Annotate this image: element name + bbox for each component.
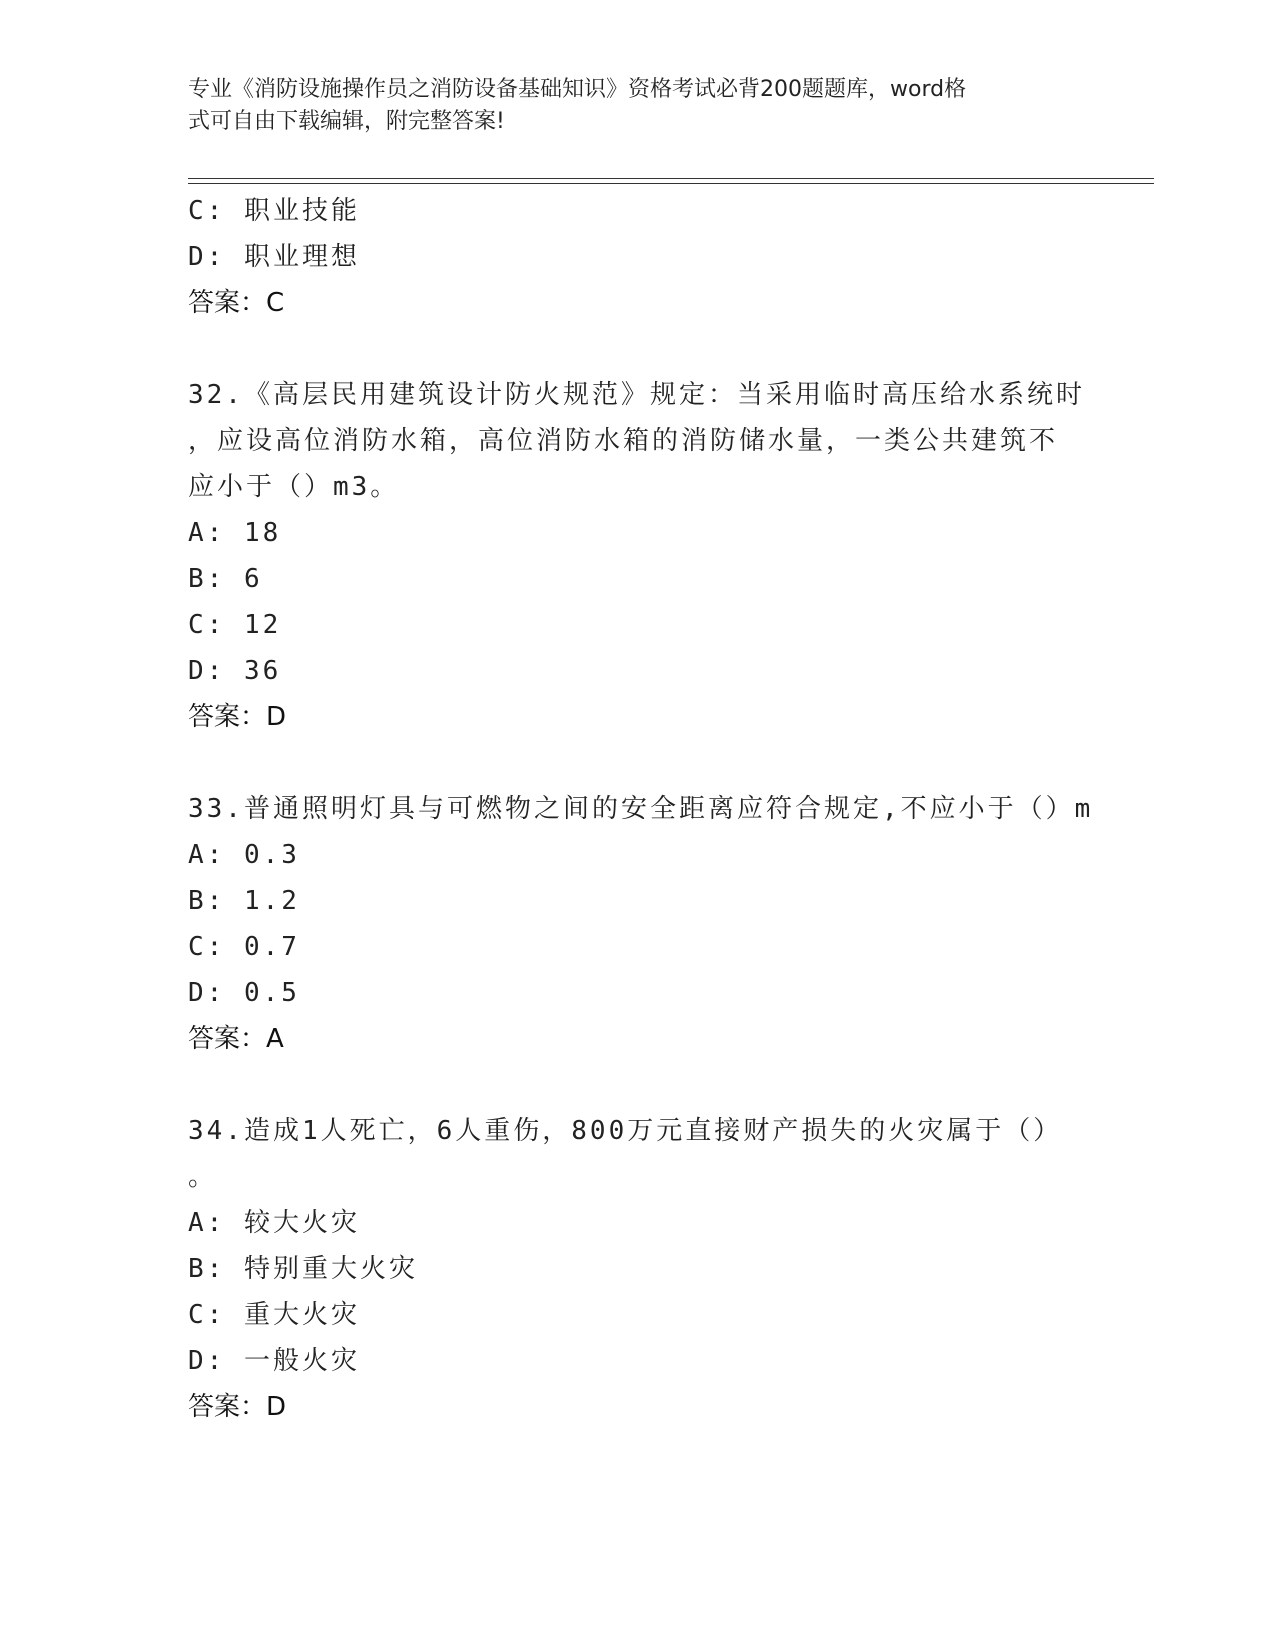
option-b: B: 1.2 [188,886,300,916]
question-list [188,188,1094,1430]
answer: 答案：D [188,702,287,732]
header-line-1: 专业《消防设施操作员之消防设备基础知识》资格考试必背200题题库，word格 [188,77,967,102]
spacer [188,326,1088,372]
question-text-line: 33.普通照明灯具与可燃物之间的安全距离应符合规定,不应小于（）m [188,794,1094,824]
option-a: A: 较大火灾 [188,1208,360,1238]
question-33 [188,786,1094,1062]
question-text-line: 。 [188,1162,218,1192]
option-b: B: 6 [188,564,263,594]
question-text-line: ，应设高位消防水箱，高位消防水箱的消防储水量，一类公共建筑不 [188,426,1059,456]
answer: 答案：C [188,288,285,318]
question-32 [188,372,1088,740]
option-b: B: 特别重大火灾 [188,1254,418,1284]
header-line-2: 式可自由下载编辑，附完整答案! [188,109,505,134]
header-divider-top [188,178,1154,179]
header-divider-bottom [188,183,1154,184]
option-a: A: 18 [188,518,282,548]
option-d: D: 职业理想 [188,242,360,272]
option-d: D: 一般火灾 [188,1346,360,1376]
answer: 答案：D [188,1392,287,1422]
option-d: D: 0.5 [188,978,300,1008]
question-31 [188,188,1088,326]
spacer [188,1062,1088,1108]
option-c: C: 0.7 [188,932,300,962]
question-text-line: 34.造成1人死亡，6人重伤，800万元直接财产损失的火灾属于（） [188,1116,1063,1146]
answer: 答案：A [188,1024,284,1054]
spacer [188,740,1088,786]
question-text-line: 32.《高层民用建筑设计防火规范》规定：当采用临时高压给水系统时 [188,380,1085,410]
page-header [188,74,1068,138]
question-text-line: 应小于（）m3。 [188,472,400,502]
option-c: C: 职业技能 [188,196,360,226]
option-a: A: 0.3 [188,840,300,870]
option-c: C: 12 [188,610,282,640]
option-c: C: 重大火灾 [188,1300,360,1330]
option-d: D: 36 [188,656,282,686]
question-34 [188,1108,1088,1430]
